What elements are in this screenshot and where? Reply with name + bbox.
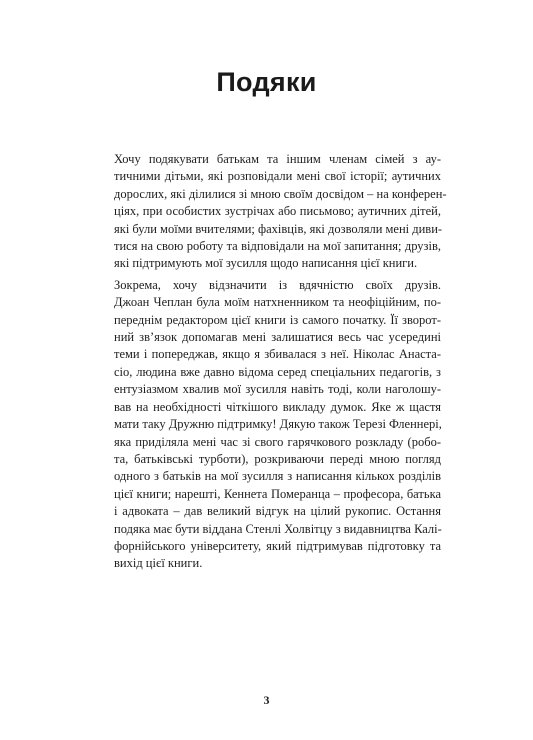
- text-line: Зокрема, хочу відзначити із вдячністю своїх друзів.: [114, 277, 441, 292]
- text-line: одного з батьків на мої зусилля з написання кількох розділів: [114, 469, 441, 484]
- text-line: теми і попереджав, якщо я збивалася з неї. Ніколас Анаста-: [114, 347, 441, 362]
- text-line: мати таку Дружню підтримку! Дякую також Терезі Фленнері,: [114, 417, 442, 432]
- page-number: 3: [263, 693, 270, 707]
- text-line: переднім редактором цієї книги із самого початку. Її зворот-: [114, 312, 441, 327]
- text-line: ентузіазмом хвалив мої зусилля навіть тоді, коли наголошу-: [114, 382, 441, 397]
- body-text: [89, 151, 447, 577]
- text-line: вав на необхідності чіткішого викладу думок. Яке ж щастя: [114, 399, 441, 414]
- text-line: які були моїми вчителями; фахівців, які дозволяли мені диви-: [114, 221, 443, 236]
- text-line: дорослих, які ділилися зі мною своїм досвідом – на конферен-: [114, 186, 447, 201]
- text-line: цієї книги; нарешті, Кеннета Померанца – професора, батька: [114, 486, 441, 501]
- text-line: і адвоката – дав великий відгук на цілий рукопис. Остання: [114, 504, 441, 519]
- text-line: форнійського університету, який підтримував підготовку та: [114, 538, 441, 553]
- paragraph-2: [89, 277, 441, 573]
- text-line: тичними дітьми, які розповідали мені свої історії; аутичних: [114, 169, 441, 184]
- text-line: Хочу подякувати батькам та іншим членам сімей з ау-: [114, 152, 441, 166]
- text-line: та, батьківські турботи), розкриваючи переді мною погляд: [114, 451, 441, 466]
- text-line: ціях, при особистих зустрічах або письмово; аутичних дітей,: [114, 204, 441, 219]
- text-line: вихід цієї книги.: [114, 556, 203, 571]
- text-line: Джоан Чеплан була моїм натхненником та неофіційним, по-: [114, 295, 441, 310]
- text-line: ний зв’язок допомагав мені залишатися весь час усередині: [114, 330, 441, 345]
- text-line: подяка має бути віддана Стенлі Холвітцу з видавництва Калі-: [114, 521, 442, 536]
- text-line: які підтримують мої зусилля щодо написання цієї книги.: [114, 256, 418, 271]
- text-line: сіо, людина вже давно відома серед спеціальних педагогів, з: [114, 364, 441, 379]
- text-line: яка приділяла мені час зі свого гарячкового розкладу (робо-: [114, 434, 441, 449]
- text-line: тися на свою роботу та відповідали на мої запитання; друзів,: [114, 239, 441, 254]
- page-title: Подяки: [216, 67, 317, 97]
- paragraph-1: [89, 151, 447, 273]
